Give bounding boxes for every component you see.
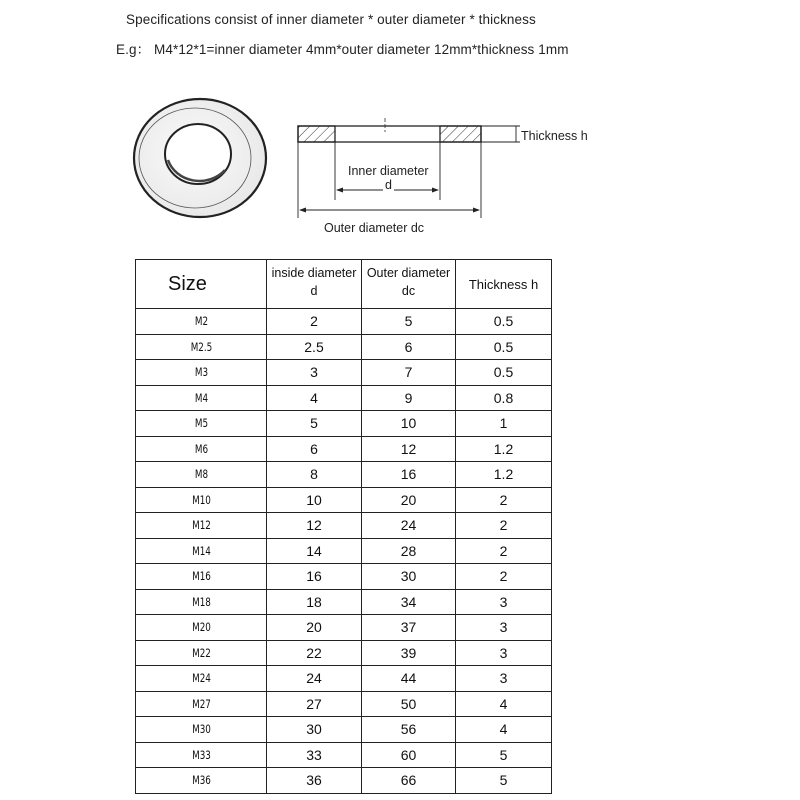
inner-diameter-cell: 36: [267, 768, 362, 794]
outer-diameter-cell: 30: [362, 564, 456, 590]
thickness-cell: 2: [456, 564, 552, 590]
spec-table: [135, 259, 552, 794]
size-cell: M6: [145, 436, 256, 462]
inner-diameter-cell: 22: [267, 640, 362, 666]
table-row: [136, 564, 552, 590]
thickness-cell: 1: [456, 411, 552, 437]
inner-diameter-cell: 20: [267, 615, 362, 641]
header-inside-diameter: [267, 260, 362, 309]
table-row: [136, 309, 552, 335]
inner-diameter-cell: 2.5: [267, 334, 362, 360]
table-row: [136, 385, 552, 411]
outer-diameter-cell: 56: [362, 717, 456, 743]
size-cell: M20: [145, 615, 256, 641]
table-row: [136, 462, 552, 488]
size-cell: M14: [145, 538, 256, 564]
inner-diameter-cell: 5: [267, 411, 362, 437]
outer-diameter-cell: 7: [362, 360, 456, 386]
inner-diameter-cell: 3: [267, 360, 362, 386]
table-row: [136, 742, 552, 768]
outer-diameter-cell: 24: [362, 513, 456, 539]
thickness-cell: 5: [456, 742, 552, 768]
inner-diameter-cell: 27: [267, 691, 362, 717]
inner-diameter-cell: 8: [267, 462, 362, 488]
inner-diameter-cell: 16: [267, 564, 362, 590]
thickness-cell: 3: [456, 589, 552, 615]
thickness-cell: 2: [456, 487, 552, 513]
thickness-cell: 3: [456, 666, 552, 692]
outer-diameter-cell: 37: [362, 615, 456, 641]
outer-diameter-cell: 12: [362, 436, 456, 462]
thickness-cell: 4: [456, 691, 552, 717]
thickness-cell: 0.5: [456, 309, 552, 335]
thickness-cell: 5: [456, 768, 552, 794]
table-row: [136, 436, 552, 462]
header-thickness: Thickness h: [456, 260, 552, 309]
size-cell: M2: [145, 309, 256, 335]
outer-diameter-cell: 44: [362, 666, 456, 692]
thickness-cell: 3: [456, 640, 552, 666]
size-cell: M36: [145, 768, 256, 794]
header-outer-diameter-line2: dc: [401, 284, 416, 298]
table-row: [136, 768, 552, 794]
size-cell: M22: [145, 640, 256, 666]
thickness-cell: 2: [456, 538, 552, 564]
table-row: [136, 411, 552, 437]
inner-diameter-cell: 18: [267, 589, 362, 615]
outer-diameter-cell: 66: [362, 768, 456, 794]
table-row: [136, 538, 552, 564]
inner-diameter-symbol: d: [385, 178, 392, 192]
table-row: [136, 589, 552, 615]
outer-diameter-cell: 28: [362, 538, 456, 564]
size-cell: M12: [145, 513, 256, 539]
thickness-label: Thickness h: [521, 129, 588, 143]
header-size: Size: [136, 260, 267, 309]
size-cell: M33: [145, 742, 256, 768]
header-outer-diameter-line1: Outer diameter: [366, 266, 451, 280]
thickness-cell: 0.5: [456, 334, 552, 360]
size-cell: M30: [145, 717, 256, 743]
table-row: [136, 717, 552, 743]
size-cell: M27: [145, 691, 256, 717]
size-cell: M10: [145, 487, 256, 513]
outer-diameter-cell: 10: [362, 411, 456, 437]
spec-description: Specifications consist of inner diameter * outer diameter * thickness: [126, 12, 536, 27]
thickness-cell: 3: [456, 615, 552, 641]
thickness-cell: 0.5: [456, 360, 552, 386]
thickness-cell: 1.2: [456, 462, 552, 488]
thickness-cell: 0.8: [456, 385, 552, 411]
outer-diameter-cell: 39: [362, 640, 456, 666]
inner-diameter-cell: 14: [267, 538, 362, 564]
inner-diameter-cell: 12: [267, 513, 362, 539]
outer-diameter-cell: 16: [362, 462, 456, 488]
inner-diameter-cell: 10: [267, 487, 362, 513]
size-cell: M5: [145, 411, 256, 437]
outer-diameter-cell: 9: [362, 385, 456, 411]
spec-example: E.g： M4*12*1=inner diameter 4mm*outer diameter 12mm*thickness 1mm: [116, 42, 569, 57]
size-cell: M24: [145, 666, 256, 692]
table-row: [136, 615, 552, 641]
table-row: [136, 513, 552, 539]
outer-diameter-cell: 34: [362, 589, 456, 615]
inner-diameter-cell: 30: [267, 717, 362, 743]
spec-table-body: [136, 309, 552, 794]
outer-diameter-cell: 6: [362, 334, 456, 360]
inner-diameter-label: Inner diameter: [348, 164, 429, 178]
thickness-cell: 1.2: [456, 436, 552, 462]
outer-diameter-cell: 50: [362, 691, 456, 717]
outer-diameter-cell: 20: [362, 487, 456, 513]
outer-diameter-cell: 60: [362, 742, 456, 768]
inner-diameter-cell: 33: [267, 742, 362, 768]
washer-cross-section: [298, 118, 481, 142]
header-outer-diameter: [362, 260, 456, 309]
outer-diameter-cell: 5: [362, 309, 456, 335]
thickness-cell: 2: [456, 513, 552, 539]
table-row: [136, 360, 552, 386]
size-cell: M16: [145, 564, 256, 590]
size-cell: M4: [145, 385, 256, 411]
header-inside-diameter-line1: inside diameter: [271, 266, 357, 280]
table-header-row: [136, 260, 552, 309]
size-cell: M8: [145, 462, 256, 488]
table-row: [136, 666, 552, 692]
thickness-dimension: [481, 126, 520, 142]
size-cell: M2.5: [145, 334, 256, 360]
table-row: [136, 640, 552, 666]
size-cell: M3: [145, 360, 256, 386]
inner-diameter-cell: 24: [267, 666, 362, 692]
inner-diameter-cell: 4: [267, 385, 362, 411]
size-cell: M18: [145, 589, 256, 615]
table-row: [136, 487, 552, 513]
inner-diameter-cell: 2: [267, 309, 362, 335]
table-row: [136, 691, 552, 717]
thickness-cell: 4: [456, 717, 552, 743]
header-inside-diameter-line2: d: [310, 284, 318, 298]
outer-diameter-label: Outer diameter dc: [324, 221, 425, 235]
inner-diameter-cell: 6: [267, 436, 362, 462]
washer-3d-icon: [134, 99, 266, 217]
table-row: [136, 334, 552, 360]
